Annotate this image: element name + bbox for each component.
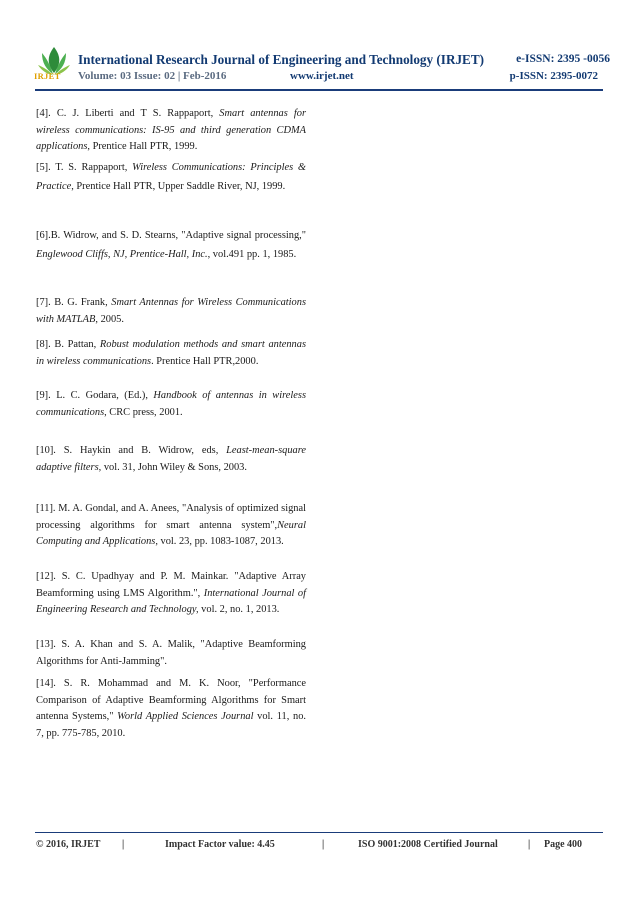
footer-separator: |	[122, 839, 125, 850]
reference-item: [6].B. Widrow, and S. D. Stearns, "Adaptive signal processing," Englewood Cliffs, NJ, Prentice-Hall, Inc., vol.491 pp. 1, 1985.	[36, 230, 306, 260]
pissn: p-ISSN: 2395-0072	[509, 70, 598, 82]
logo-text: IRJET	[34, 71, 61, 81]
reference-item: [14]. S. R. Mohammad and M. K. Noor, "Performance Comparison of Adaptive Beamforming Algorithms for Smart antenna Systems," World Applied Sciences Journal vol. 11, no. 7, pp. 775-785, 2010.	[36, 678, 306, 739]
footer-page-number: Page 400	[544, 839, 583, 850]
journal-title: International Research Journal of Engineering and Technology (IRJET)	[78, 52, 485, 67]
footer-copyright: © 2016, IRJET	[36, 839, 101, 850]
eissn: e-ISSN: 2395 -0056	[516, 53, 610, 65]
footer-iso: ISO 9001:2008 Certified Journal	[358, 839, 498, 850]
footer-separator: |	[528, 839, 531, 850]
header-divider	[35, 89, 603, 91]
reference-item: [7]. B. G. Frank, Smart Antennas for Wireless Communications with MATLAB, 2005.	[36, 297, 306, 325]
volume-issue: Volume: 03 Issue: 02 | Feb-2016	[78, 70, 227, 82]
reference-item: [10]. S. Haykin and B. Widrow, eds, Least-mean-square adaptive filters, vol. 31, John Wiley & Sons, 2003.	[36, 445, 306, 473]
reference-item: [13]. S. A. Khan and S. A. Malik, "Adaptive Beamforming Algorithms for Anti-Jamming".	[36, 639, 306, 667]
footer-divider	[35, 832, 603, 833]
website-link[interactable]: www.irjet.net	[290, 70, 354, 82]
page-header	[0, 0, 638, 95]
footer-separator: |	[322, 839, 325, 850]
reference-item: [11]. M. A. Gondal, and A. Anees, "Analysis of optimized signal processing algorithms for smart antenna system",Neural Computing and Applications, vol. 23, pp. 1083-1087, 2013.	[36, 503, 306, 547]
reference-item: [4]. C. J. Liberti and T S. Rappaport, Smart antennas for wireless communications: IS-95 and third generation CDMA applications, Prentice Hall PTR, 1999.	[36, 108, 306, 152]
reference-item: [9]. L. C. Godara, (Ed.), Handbook of antennas in wireless communications, CRC press, 2001.	[36, 390, 306, 418]
reference-item: [5]. T. S. Rappaport, Wireless Communications: Principles & Practice, Prentice Hall PTR, Upper Saddle River, NJ, 1999.	[36, 162, 306, 192]
reference-item: [12]. S. C. Upadhyay and P. M. Mainkar. "Adaptive Array Beamforming using LMS Algorithm.", International Journal of Engineering Research and Technology, vol. 2, no. 1, 2013.	[36, 571, 307, 615]
footer-impact-factor: Impact Factor value: 4.45	[165, 839, 275, 850]
reference-item: [8]. B. Pattan, Robust modulation methods and smart antennas in wireless communications. Prentice Hall PTR,2000.	[36, 339, 306, 367]
